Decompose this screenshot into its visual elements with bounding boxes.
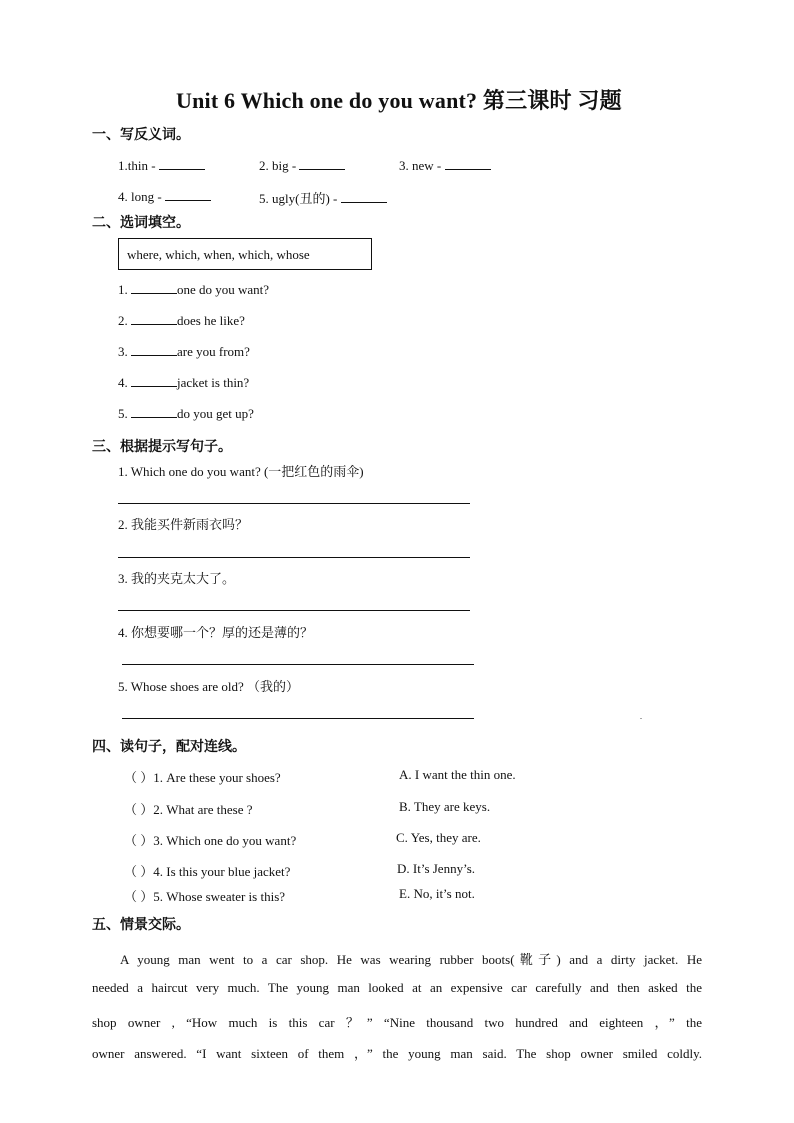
- answer-blank[interactable]: [165, 188, 211, 201]
- item-text: does he like?: [177, 313, 245, 328]
- item-number: 1.: [118, 282, 128, 297]
- answer-blank[interactable]: [341, 190, 387, 203]
- section-heading-fill-words: 二、选词填空。: [92, 215, 190, 231]
- item-text: one do you want?: [177, 282, 270, 297]
- item-number: 3.: [118, 344, 128, 359]
- match-question[interactable]: （ ）2. What are these ?: [124, 802, 253, 817]
- item-text: do you get up?: [177, 406, 254, 421]
- fill-blank-item: [118, 281, 269, 298]
- passage-line: needed a haircut very much. The young man looked at an expensive car carefully and then asked the: [92, 980, 702, 995]
- page-title: Unit 6 Which one do you want? 第三课时 习题: [176, 88, 622, 113]
- match-answer: D. It’s Jenny’s.: [397, 861, 475, 876]
- sentence-prompt: 4. 你想要哪一个？厚的还是薄的？: [118, 625, 314, 640]
- answer-line[interactable]: [118, 557, 470, 558]
- section-heading-situational: 五、情景交际。: [92, 917, 190, 933]
- sentence-prompt: 5. Whose shoes are old? （我的）: [118, 679, 300, 694]
- stray-mark: .: [640, 712, 642, 721]
- match-answer: A. I want the thin one.: [399, 767, 516, 782]
- fill-blank-item: [118, 405, 254, 422]
- antonym-item: [399, 157, 491, 174]
- antonym-item: [259, 188, 387, 207]
- item-number: 5.: [118, 406, 128, 421]
- passage-line: shop owner , “How much is this car ？” “Nine thousand two hundred and eighteen ，” the: [92, 1015, 702, 1030]
- answer-line[interactable]: [118, 610, 470, 611]
- passage-line: owner answered. “I want sixteen of them ，” the young man said. The shop owner smiled coldly.: [92, 1046, 702, 1061]
- answer-blank[interactable]: [299, 157, 345, 170]
- antonym-prompt: 5. ugly(丑的) -: [259, 191, 338, 206]
- item-text: are you from?: [177, 344, 250, 359]
- answer-blank[interactable]: [131, 312, 177, 325]
- answer-line[interactable]: [118, 503, 470, 504]
- match-answer: B. They are keys.: [399, 799, 491, 814]
- section-heading-write-sentences: 三、根据提示写句子。: [92, 439, 232, 455]
- answer-line[interactable]: [122, 718, 474, 719]
- answer-blank[interactable]: [131, 281, 177, 294]
- answer-blank[interactable]: [131, 374, 177, 387]
- antonym-prompt: 2. big -: [259, 158, 297, 173]
- antonym-prompt: 4. long -: [118, 189, 162, 204]
- match-question[interactable]: （ ）5. Whose sweater is this?: [124, 889, 286, 904]
- match-question[interactable]: （ ）3. Which one do you want?: [124, 833, 297, 848]
- antonym-prompt: 3. new -: [399, 158, 442, 173]
- sentence-prompt: 3. 我的夹克太大了。: [118, 571, 236, 586]
- item-number: 4.: [118, 375, 128, 390]
- item-number: 2.: [118, 313, 128, 328]
- sentence-prompt: 2. 我能买件新雨衣吗？: [118, 517, 249, 532]
- sentence-prompt: 1. Which one do you want? (一把红色的雨伞): [118, 464, 364, 479]
- word-bank-box: where, which, when, which, whose: [118, 238, 372, 270]
- passage-line: A young man went to a car shop. He was wearing rubber boots(靴子) and a dirty jacket. He: [120, 952, 702, 967]
- section-heading-antonyms: 一、写反义词。: [92, 127, 190, 143]
- antonym-item: [118, 157, 205, 174]
- antonym-item: [118, 188, 211, 205]
- answer-blank[interactable]: [445, 157, 491, 170]
- match-question[interactable]: （ ）4. Is this your blue jacket?: [124, 864, 291, 879]
- match-answer: E. No, it’s not.: [399, 886, 475, 901]
- match-question[interactable]: （ ）1. Are these your shoes?: [124, 770, 281, 785]
- fill-blank-item: [118, 374, 249, 391]
- answer-blank[interactable]: [159, 157, 205, 170]
- item-text: jacket is thin?: [177, 375, 250, 390]
- antonym-prompt: 1.thin -: [118, 158, 156, 173]
- answer-line[interactable]: [122, 664, 474, 665]
- match-answer: C. Yes, they are.: [396, 830, 481, 845]
- antonym-item: [259, 157, 345, 174]
- section-heading-matching: 四、读句子，配对连线。: [92, 739, 246, 755]
- answer-blank[interactable]: [131, 343, 177, 356]
- fill-blank-item: [118, 343, 250, 360]
- answer-blank[interactable]: [131, 405, 177, 418]
- fill-blank-item: [118, 312, 245, 329]
